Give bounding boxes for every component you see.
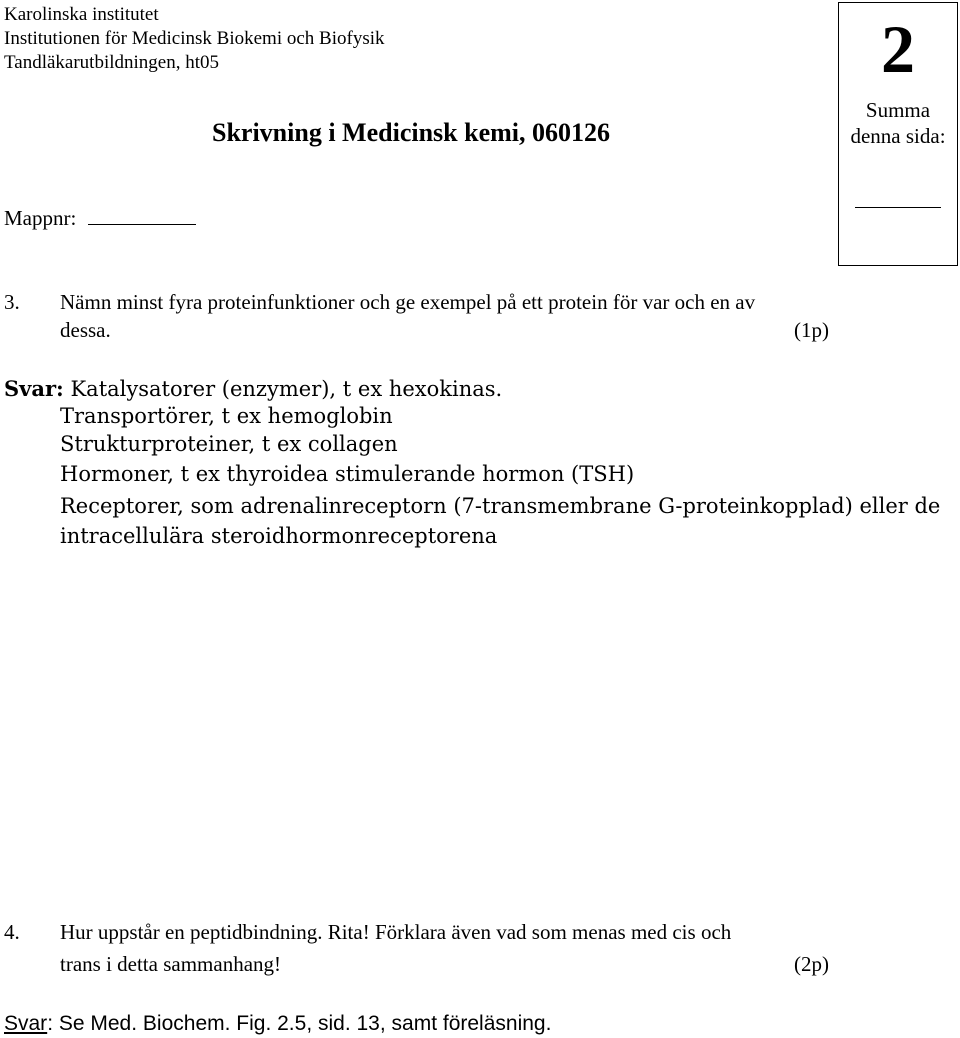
answer-line: Katalysatorer (enzymer), t ex hexokinas. <box>70 377 503 401</box>
question-3-text-line2: dessa. <box>60 318 111 342</box>
mappnr-field <box>4 206 196 231</box>
answer-label: Svar: <box>4 376 64 401</box>
answer-label: Svar <box>4 1012 48 1035</box>
question-4-text-line2: trans i detta sammanhang! <box>60 952 282 976</box>
question-4-text-line1: Hur uppstår en peptidbindning. Rita! Förklara även vad som menas med cis och <box>60 920 732 944</box>
program-name: Tandläkarutbildningen, ht05 <box>4 52 220 73</box>
question-3-answer-first-line <box>4 376 502 401</box>
answer-line: Hormoner, t ex thyroidea stimulerande hormon (TSH) <box>60 462 635 486</box>
page-score-box <box>838 2 958 266</box>
answer-line: Receptorer, som adrenalinreceptorn (7-transmembrane G-proteinkopplad) eller de <box>60 494 941 518</box>
answer-text: Se Med. Biochem. Fig. 2.5, sid. 13, samt föreläsning. <box>53 1012 552 1035</box>
answer-line: intracellulära steroidhormonreceptorena <box>60 524 498 548</box>
department-name: Institutionen för Medicinsk Biokemi och Biofysik <box>4 28 385 49</box>
exam-title: Skrivning i Medicinsk kemi, 060126 <box>212 118 610 147</box>
summa-label-line2: denna sida: <box>850 124 946 148</box>
page-number: 2 <box>881 11 915 87</box>
question-4-number: 4. <box>4 920 20 944</box>
summa-label-line1: Summa <box>865 98 931 122</box>
mappnr-blank <box>88 224 196 225</box>
question-4-points: (2p) <box>794 952 829 976</box>
question-4-answer <box>4 1012 551 1036</box>
mappnr-label: Mappnr: <box>4 206 77 230</box>
institution-name: Karolinska institutet <box>4 4 159 25</box>
question-3-text-line1: Nämn minst fyra proteinfunktioner och ge exempel på ett protein för var och en av <box>60 290 756 314</box>
summa-blank <box>855 207 941 208</box>
question-3-number: 3. <box>4 290 20 314</box>
answer-colon: : <box>47 1012 54 1035</box>
answer-line: Transportörer, t ex hemoglobin <box>60 404 393 428</box>
answer-line: Strukturproteiner, t ex collagen <box>60 432 398 456</box>
summa-blank-wrap <box>839 195 957 213</box>
question-3-points: (1p) <box>794 318 829 342</box>
